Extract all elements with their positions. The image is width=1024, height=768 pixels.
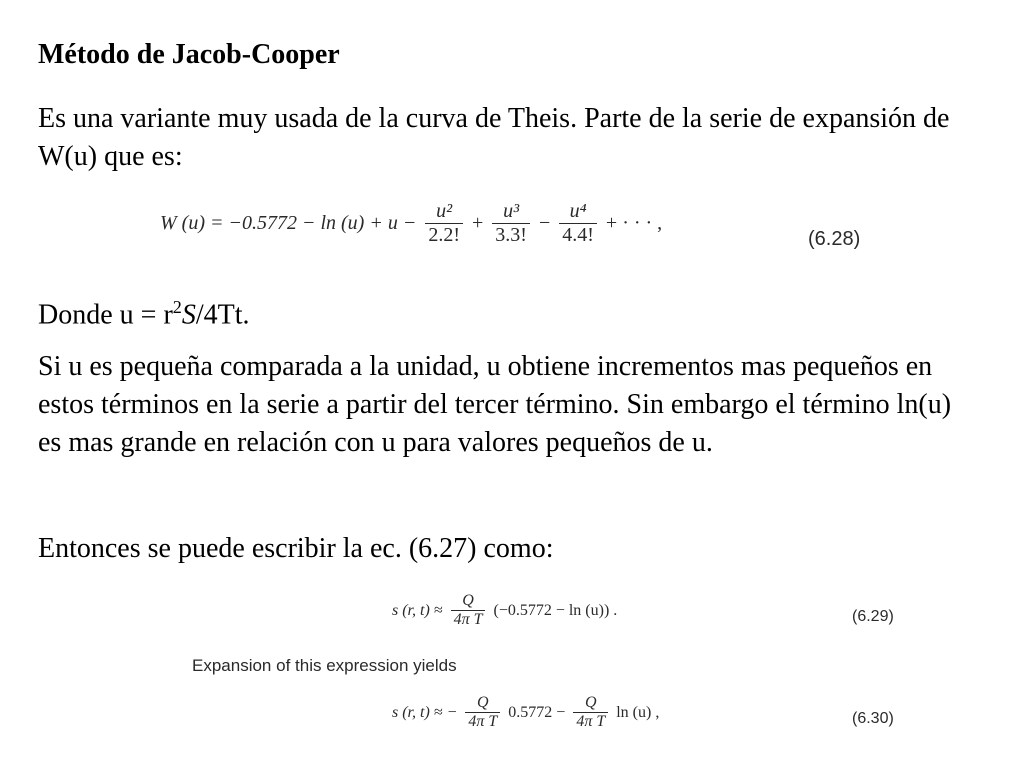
eq-6-29-rhs: (−0.5772 − ln (u)) . [493,601,618,619]
equation-number-6-29: (6.29) [852,608,894,625]
donde-paragraph [38,288,978,334]
eq-6-30-lhs: s (r, t) ≈ − [392,703,458,721]
eq-6-30-mid: 0.5772 − [508,703,566,721]
eq-6-28-term-2-num: u³ [492,200,530,224]
eq-6-28-term-1 [425,200,463,247]
intro-paragraph: Es una variante muy usada de la curva de Theis. Parte de la serie de expansión de W(u) que es: [38,103,950,172]
equation-number-6-30: (6.30) [852,710,894,727]
expansion-caption: Expansion of this expression yields [192,656,457,675]
eq-6-28-plus: + [472,212,484,234]
donde-superscript: 2 [172,297,182,317]
donde-storativity: S [181,299,196,331]
eq-6-30-fraction-2 [573,694,608,731]
eq-6-30-rhs: ln (u) , [616,703,660,721]
donde-prefix: Donde u = r [38,299,173,331]
eq-6-29-num: Q [451,592,486,611]
then-paragraph: Entonces se puede escribir la ec. (6.27) como: [38,533,554,564]
equation-6-29 [392,592,617,648]
eq-6-28-term-1-den: 2.2! [428,224,461,246]
eq-6-30-num-1: Q [465,694,500,713]
eq-6-28-lhs: W (u) = −0.5772 − ln (u) + u − [160,212,417,234]
small-u-paragraph: Si u es pequeña comparada a la unidad, u obtiene incrementos mas pequeños en estos términos en la serie a partir del tercer término. Sin embargo el término ln(u) es mas grande en relación con u para valores pequeños de u. [38,351,952,458]
eq-6-28-term-2 [492,200,530,247]
eq-6-30-den-1: 4π T [468,713,498,730]
eq-6-30-fraction-1 [465,694,500,731]
eq-6-30-num-2: Q [573,694,608,713]
equation-number-6-28: (6.28) [808,228,861,250]
donde-suffix: /4Tt. [195,299,250,331]
equation-6-30 [392,694,659,750]
eq-6-29-den: 4π T [453,611,483,628]
eq-6-28-term-1-num: u² [425,200,463,224]
slide-title: Método de Jacob-Cooper [38,39,340,70]
eq-6-30-den-2: 4π T [576,713,606,730]
eq-6-28-minus: − [538,212,551,234]
equation-6-28 [160,200,662,270]
eq-6-28-term-3-num: u⁴ [559,200,597,224]
eq-6-28-term-3-den: 4.4! [562,224,594,246]
eq-6-28-term-2-den: 3.3! [495,224,527,246]
eq-6-28-tail: + · · · , [605,212,663,234]
eq-6-28-term-3 [559,200,597,247]
eq-6-29-fraction [451,592,486,629]
eq-6-29-lhs: s (r, t) ≈ [392,601,443,619]
